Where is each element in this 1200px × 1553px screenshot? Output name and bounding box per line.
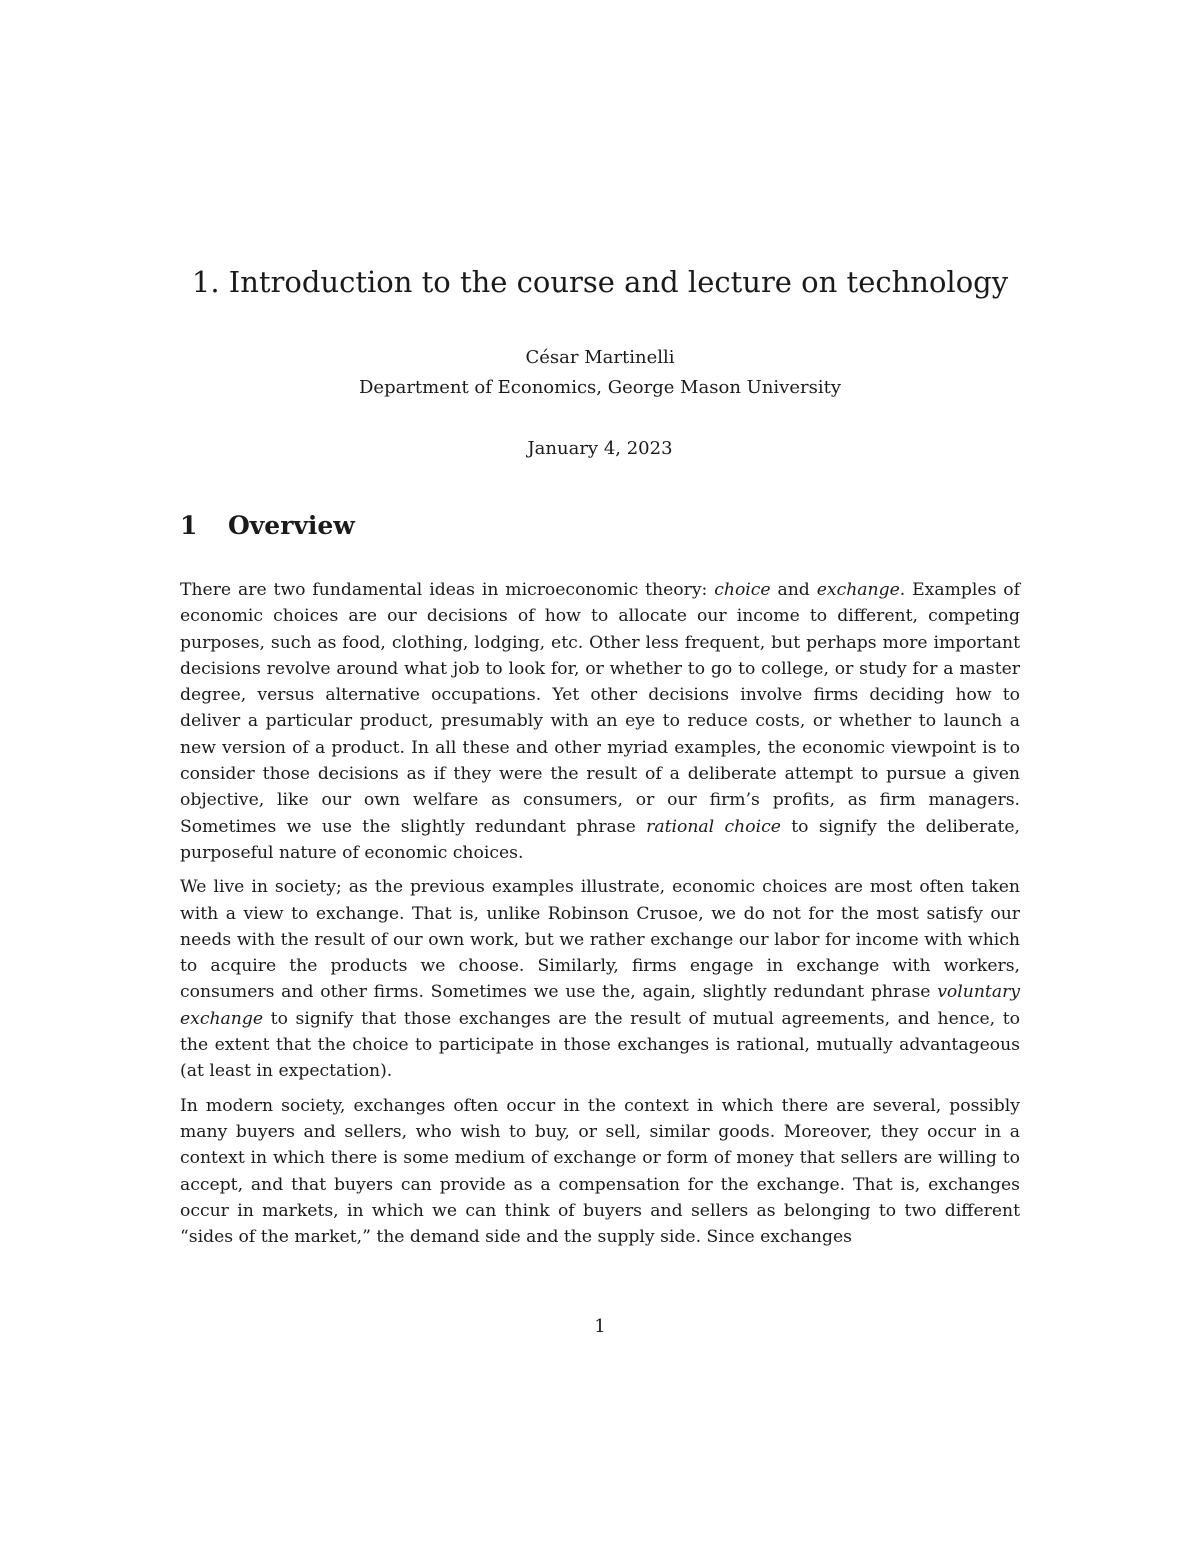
section-heading xyxy=(180,508,355,544)
author-affiliation: Department of Economics, George Mason University xyxy=(358,377,841,398)
page-number: 1 xyxy=(594,1316,606,1337)
author-name: César Martinelli xyxy=(525,347,675,368)
text-run: to signify the deliberate, purposeful nature of economic choices. xyxy=(180,816,1020,863)
body-text xyxy=(180,577,1020,1258)
author-block xyxy=(0,343,1200,403)
text-run: There are two fundamental ideas in microeconomic theory: xyxy=(180,580,715,600)
body-paragraph xyxy=(180,1093,1020,1251)
emphasized-term: choice xyxy=(714,580,771,600)
section-title: Overview xyxy=(228,511,355,540)
paper-title: 1. Introduction to the course and lecture on technology xyxy=(191,265,1009,299)
emphasized-term: voluntary exchange xyxy=(180,982,1020,1029)
body-paragraph xyxy=(180,577,1020,866)
text-run: to signify that those exchanges are the result of mutual agreements, and hence, to the extent that the choice to participate in those exchanges is rational, mutually advantageous (at least in expectation). xyxy=(180,1008,1020,1082)
body-paragraph xyxy=(180,874,1020,1084)
emphasized-term: rational choice xyxy=(646,816,781,837)
section-number: 1 xyxy=(180,511,198,540)
paper-date: January 4, 2023 xyxy=(527,438,673,459)
text-run: . Examples of economic choices are our decisions of how to allocate our income to different, competing purposes, such as food, clothing, lodging, etc. Other less frequent, but perhaps more important decisions revolve around what job to look for, or whether to go to college, or study for a master degree, versus alternative occupations. Yet other decisions involve firms deciding how to deliver a particular product, presumably with an eye to reduce costs, or whether to launch a new version of a product. In all these and other myriad examples, the economic viewpoint is to consider those decisions as if they were the result of a deliberate attempt to pursue a given objective, like our own welfare as consumers, or our firm’s profits, as firm managers. Sometimes we use the slightly redundant phrase xyxy=(180,580,1020,837)
text-run: and xyxy=(770,580,817,600)
text-run: In modern society, exchanges often occur in the context in which there are several, possibly many buyers and sellers, who wish to buy, or sell, similar goods. Moreover, they occur in a context in which there is some medium of exchange or form of money that sellers are willing to accept, and that buyers can provide as a compensation for the exchange. That is, exchanges occur in markets, in which we can think of buyers and sellers as belonging to two different “sides of the market,” the demand side and the supply side. Since exchanges xyxy=(180,1095,1020,1248)
text-run: We live in society; as the previous examples illustrate, economic choices are most often taken with a view to exchange. That is, unlike Robinson Crusoe, we do not for the most satisfy our needs with the result of our own work, but we rather exchange our labor for income with which to acquire the products we choose. Similarly, firms engage in exchange with workers, consumers and other firms. Sometimes we use the, again, slightly redundant phrase xyxy=(180,877,1020,1003)
emphasized-term: exchange xyxy=(816,580,900,600)
